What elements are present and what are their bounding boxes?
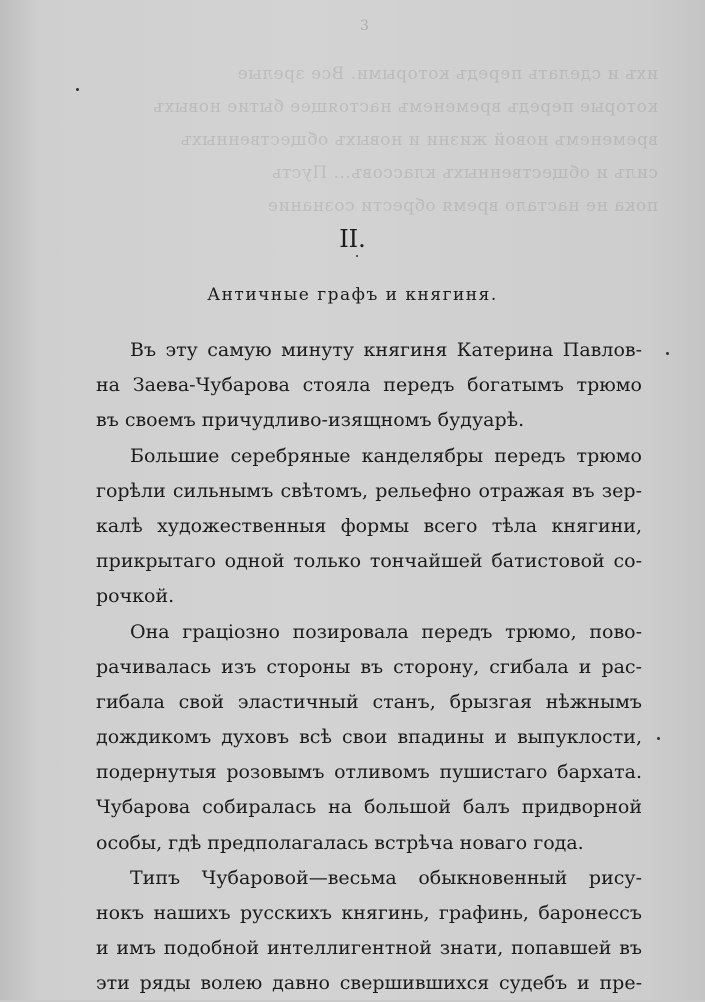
text-line: на Заева-Чубарова стояла передъ богатымъ трюмо [96, 374, 642, 397]
ink-speck [76, 88, 79, 91]
text-line: гибала свой эластичный станъ, брызгая нѣжнымъ [96, 690, 642, 713]
bleed-line: пока не настало время обрести сознание [267, 196, 658, 216]
text-line: Большие серебряные канделябры передъ трюмо [130, 444, 642, 467]
ink-speck [657, 737, 660, 740]
text-line: Она граціозно позировала передъ трюмо, пово- [130, 620, 642, 643]
text-line: нокъ нашихъ русскихъ княгинь, графинь, баронессъ [96, 902, 642, 924]
text-line: Типъ Чубаровой—весьма обыкновенный рису- [130, 866, 642, 889]
text-line: горѣли сильнымъ свѣтомъ, рельефно отражая въ зер- [96, 479, 642, 502]
text-line: Чубарова собиралась на большой балъ придворной [96, 796, 642, 819]
bleed-line: ихъ и сделать передъ которыми. Все зрелые [237, 64, 658, 84]
body-text [96, 333, 642, 1002]
text-line: эти ряды волею давно свершившихся судебъ и пре- [96, 972, 642, 995]
text-line: особы, гдѣ предполагалась встрѣча новаго года. [96, 831, 584, 854]
text-line: рачивалась изъ стороны въ сторону, сгибала и рас- [96, 655, 642, 678]
chapter-number: II. [339, 225, 366, 253]
text-line: дождикомъ духовъ всѣ свои впадины и выпуклости, [96, 726, 642, 749]
ink-speck [666, 352, 669, 355]
bleed-line: силъ и общественныхъ классовъ... Пусть [271, 163, 658, 183]
bleed-line: которые передъ временемъ настоящее бытие новыхъ [152, 97, 658, 117]
ink-speck [356, 255, 358, 257]
page-number: 3 [360, 18, 369, 34]
chapter-title: Античные графъ и княгиня. [207, 285, 498, 305]
text-line: калѣ художественныя формы всего тѣла княгини, [96, 514, 642, 537]
bleed-through-text [98, 58, 658, 223]
text-line: и имъ подобной интеллигентной знати, попавшей въ [96, 937, 642, 960]
text-line: Въ эту самую минуту княгиня Катерина Павлов- [130, 339, 642, 361]
text-line: рочкой. [96, 585, 175, 608]
text-line: прикрытаго одной только тончайшей батистовой со- [96, 550, 642, 573]
text-line: въ своемъ причудливо-изящномъ будуарѣ. [96, 409, 525, 432]
bleed-line: временемъ новой жизни и новыхъ общественныхъ [180, 130, 658, 150]
text-line: подернутыя розовымъ отливомъ пушистаго бархата. [96, 761, 642, 784]
